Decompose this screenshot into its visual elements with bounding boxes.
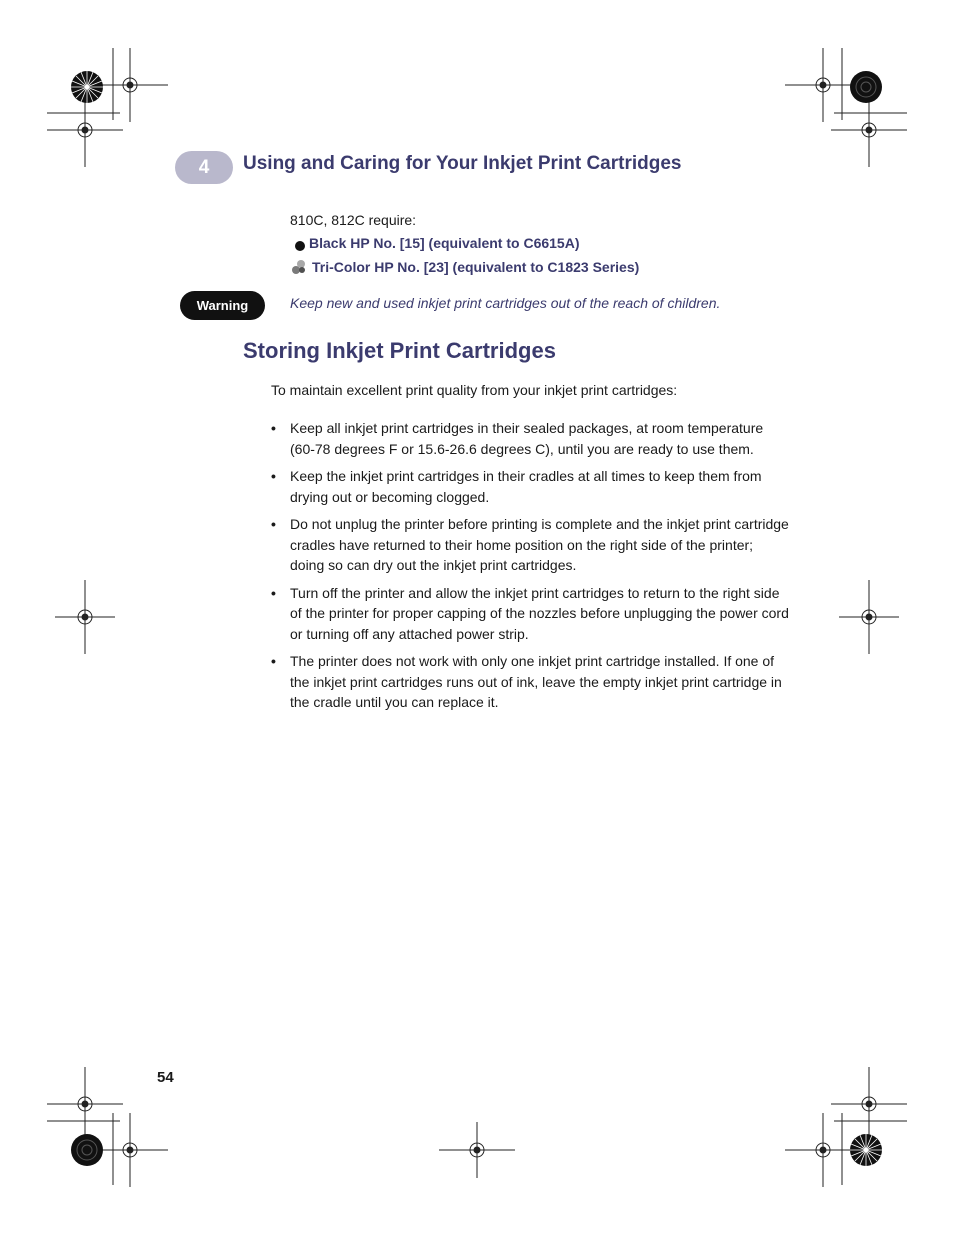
list-item-text: Keep the inkjet print cartridges in their cradles at all times to keep them from drying out or becoming clogged. bbox=[290, 468, 762, 505]
list-item bbox=[271, 583, 791, 645]
warning-text: Keep new and used inkjet print cartridges out of the reach of children. bbox=[290, 295, 721, 311]
list-item-text: Keep all inkjet print cartridges in their sealed packages, at room temperature (60-78 degrees F or 15.6-26.6 degrees C), until you are ready to use them. bbox=[290, 420, 764, 457]
bullet-icon: • bbox=[271, 584, 276, 601]
list-item-text: Turn off the printer and allow the inkjet print cartridges to return to the right side of the printer for proper capping of the nozzles before unplugging the power cord or turning off any attached power strip. bbox=[290, 584, 789, 642]
requirements-intro: 810C, 812C require: bbox=[290, 212, 417, 228]
warning-badge: Warning bbox=[180, 291, 265, 320]
tri-color-cartridge-icon bbox=[291, 259, 307, 275]
chapter-number-badge: 4 bbox=[175, 151, 233, 184]
storage-tips-list bbox=[271, 418, 791, 720]
bullet-icon: • bbox=[271, 468, 276, 484]
page-number: 54 bbox=[157, 1069, 174, 1086]
section-title: Storing Inkjet Print Cartridges bbox=[243, 338, 556, 363]
black-cartridge-label: Black HP No. [15] (equivalent to C6615A) bbox=[309, 235, 580, 251]
list-item bbox=[271, 514, 791, 576]
list-item-text: The printer does not work with only one inkjet print cartridge installed. If one of the inkjet print cartridges runs out of ink, leave the empty inkjet print cartridge in the cradle until you can replace it. bbox=[290, 653, 782, 710]
bullet-icon: • bbox=[271, 516, 276, 532]
black-cartridge-dot-icon bbox=[295, 241, 305, 251]
list-item bbox=[271, 651, 791, 713]
bullet-icon: • bbox=[271, 420, 276, 436]
list-item bbox=[271, 466, 791, 507]
section-intro: To maintain excellent print quality from your inkjet print cartridges: bbox=[271, 382, 678, 398]
list-item bbox=[271, 418, 791, 459]
bullet-icon: • bbox=[271, 653, 276, 669]
tri-color-cartridge-label: Tri-Color HP No. [23] (equivalent to C1823 Series) bbox=[312, 259, 640, 275]
chapter-title: Using and Caring for Your Inkjet Print Cartridges bbox=[243, 153, 682, 174]
list-item-text: Do not unplug the printer before printing is complete and the inkjet print cartridge cradles have returned to their home position on the right side of the printer; doing so can dry out the inkjet print cartridges. bbox=[290, 516, 789, 573]
